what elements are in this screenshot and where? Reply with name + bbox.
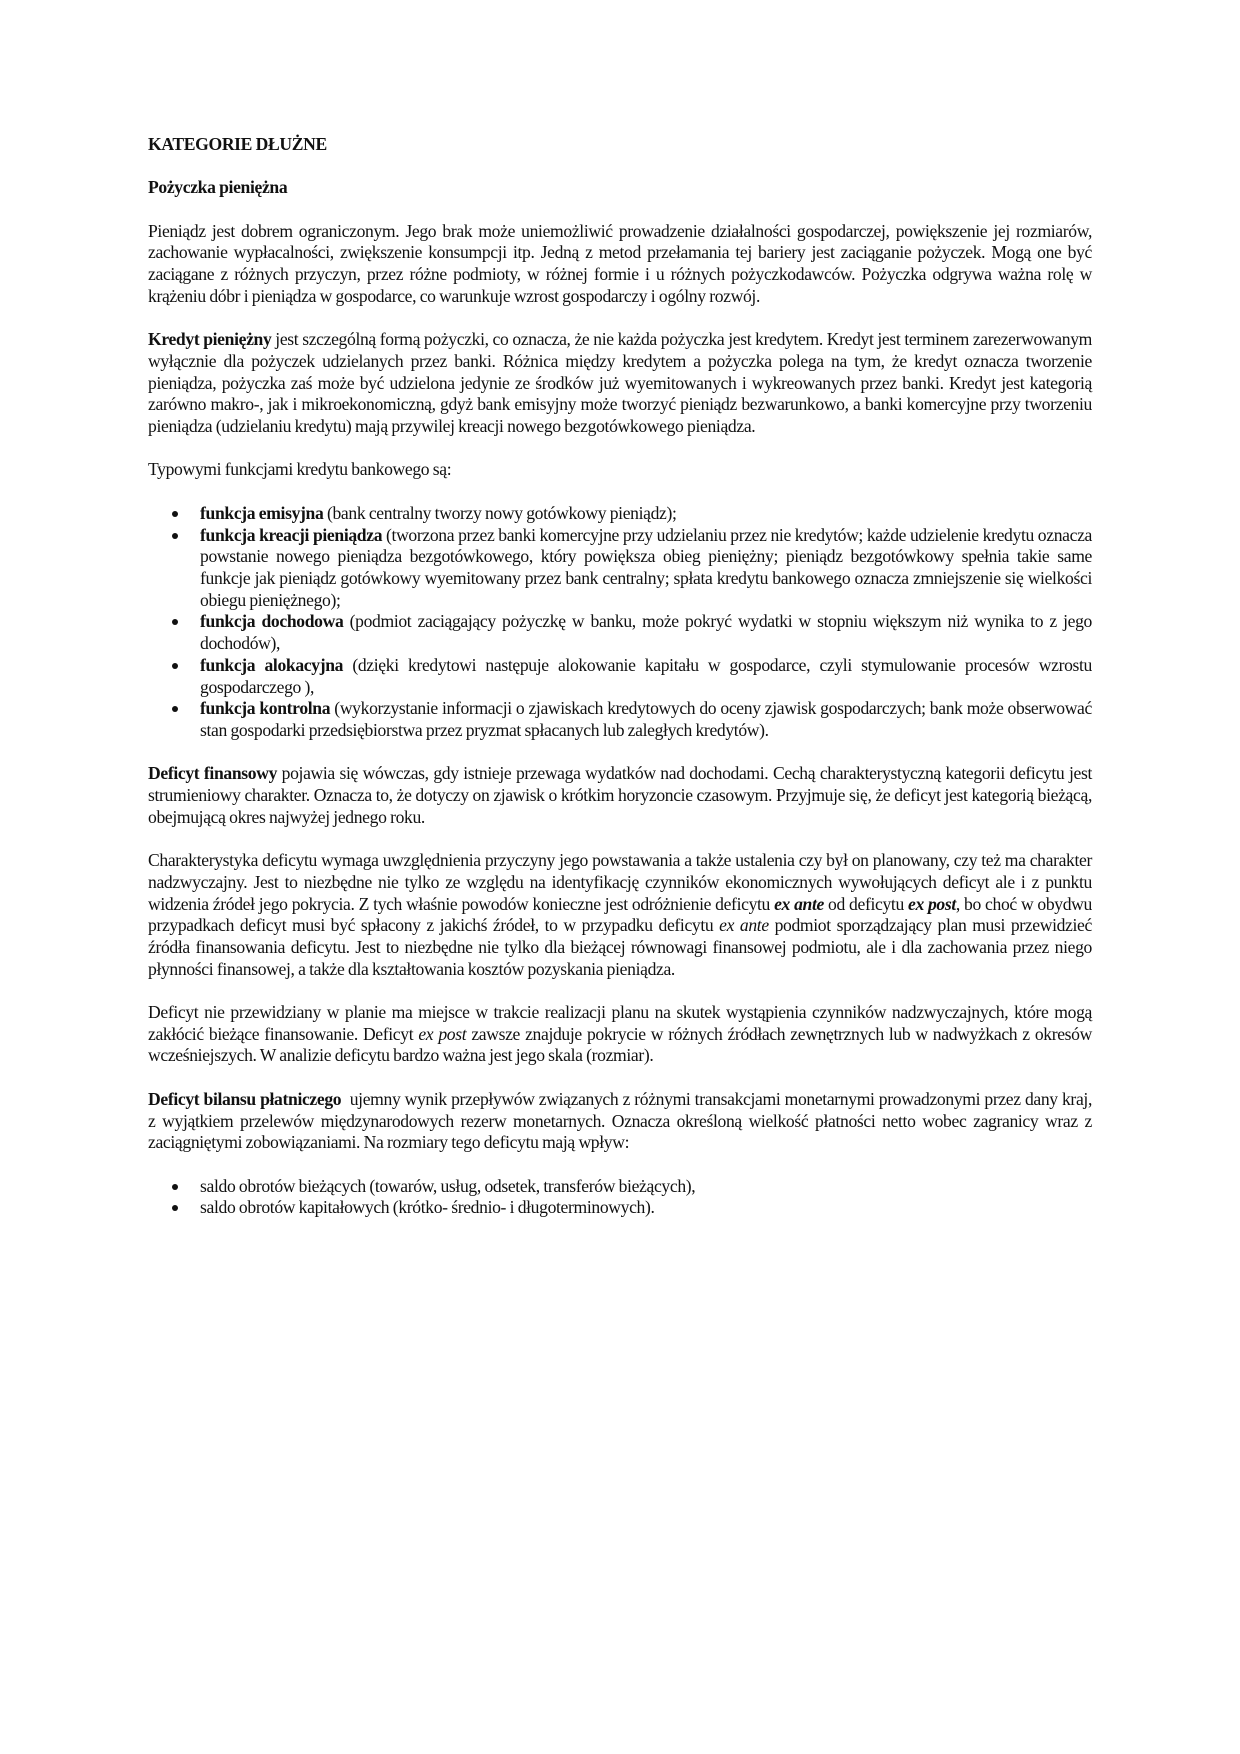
text: (tworzona przez banki komercyjne przy udzielaniu przez nie kredytów; każde udzielenie kredytu oznacza powstanie nowego pieniądza bezgotówkowego, który powiększa obieg pieniężny; pieniądz bezgotówkowy spełnia takie same funkcje jak pieniądz gotówkowy wyemitowany przez bank centralny; spłata kredytu bankowego oznacza zmniejszenie się wielkości obiegu pieniężnego);	[200, 524, 1092, 610]
text: ujemny wynik przepływów związanych z różnymi transakcjami monetarnymi prowadzonymi przez dany kraj, z wyjątkiem przelewów międzynarodowych rezerw monetarnych. Oznacza określoną wielkość płatności netto wobec zagranicy wraz z zaciągniętymi zobowiązaniami. Na rozmiary tego deficytu mają wpływ:	[148, 1088, 1096, 1153]
paragraph-balance-deficit	[148, 1088, 1096, 1154]
text: zawsze znajduje pokrycie w różnych źródłach zewnętrznych lub w nadwyżkach z okresów wcześniejszych. W analizie deficytu bardzo ważna jest jego skala (rozmiar).	[148, 1023, 1092, 1066]
term: Deficyt bilansu płatniczego	[148, 1088, 342, 1109]
list-item: saldo obrotów bieżących (towarów, usług, odsetek, transferów bieżących),	[148, 1176, 1092, 1198]
list-item	[148, 655, 1092, 698]
text: (bank centralny tworzy nowy gotówkowy pieniądz);	[323, 502, 677, 523]
text: (wykorzystanie informacji o zjawiskach kredytowych do oceny zjawisk gospodarczych; bank może obserwować stan gospodarki przedsiębiorstwa przez pryzmat spłacanych lub zaległych kredytów).	[200, 698, 1092, 740]
section-heading: Pożyczka pieniężna	[148, 177, 288, 198]
text: (dzięki kredytowi następuje alokowanie kapitału w gospodarce, czyli stymulowanie procesów wzrostu gospodarczego ),	[200, 654, 1093, 697]
term: funkcja kreacji pieniądza	[200, 524, 383, 545]
text: pojawia się wówczas, gdy istnieje przewaga wydatków nad dochodami. Cechą charakterystyczną kategorii deficytu jest strumieniowy charakter. Oznacza to, że dotyczy on zjawisk o krótkim horyzoncie czasowym. Przyjmuje się, że deficyt jest kategorią bieżącą, obejmującą okres najwyżej jednego roku.	[148, 763, 1092, 827]
document-title: KATEGORIE DŁUŻNE	[148, 134, 327, 154]
text: od deficytu	[823, 893, 908, 914]
emphasis: ex ante	[774, 893, 824, 914]
term: funkcja emisyjna	[200, 502, 324, 523]
paragraph-functions-intro: Typowymi funkcjami kredytu bankowego są:	[148, 459, 452, 480]
list-item: saldo obrotów kapitałowych (krótko- średnio- i długoterminowych).	[148, 1197, 1092, 1219]
text: jest szczególną formą pożyczki, co oznacza, że nie każda pożyczka jest kredytem. Kredyt jest terminem zarezerwowanym wyłącznie dla pożyczek udzielanych przez banki. Różnica między kredytem a pożyczka polega na tym, że kredyt oznacza tworzenie pieniądza, pożyczka zaś może być udzielona jedynie ze środków już wyemitowanych i wykreowanych przez banki. Kredyt jest kategorią zarówno makro-, jak i mikroekonomiczną, gdyż bank emisyjny może tworzyć pieniądz bezwarunkowo, a banki komercyjne przy tworzeniu pieniądza (udzielaniu kredytu) mają przywilej kreacji nowego bezgotówkowego pieniądza.	[148, 329, 1092, 437]
term: funkcja kontrolna	[200, 698, 331, 719]
term: funkcja alokacyjna	[200, 654, 344, 675]
list-item	[148, 525, 1092, 612]
text: Charakterystyka deficytu wymaga uwzględnienia przyczyny jego powstawania a także ustalenia czy był on planowany, czy też ma charakter nadzwyczajny. Jest to niezbędne nie tylko ze względu na identyfikację czynników ekonomicznych wywołujących deficyt ale i z punktu widzenia źródeł jego pokrycia. Z tych właśnie powodów konieczne jest odróżnienie deficytu	[148, 850, 1092, 914]
text: podmiot sporządzający plan musi przewidzieć źródła finansowania deficytu. Jest to niezbędne nie tylko dla bieżącej równowagi finansowej podmiotu, ale i dla zachowania przez niego płynności finansowej, a także dla kształtowania kosztów pozyskania pieniądza.	[148, 915, 1092, 979]
text: Deficyt nie przewidziany w planie ma miejsce w trakcie realizacji planu na skutek wystąpienia czynników nadzwyczajnych, które mogą zakłócić bieżące finansowanie. Deficyt	[148, 1002, 1092, 1044]
functions-list	[148, 503, 1092, 742]
paragraph-credit	[148, 329, 1092, 438]
text: (podmiot zaciągający pożyczkę w banku, może pokryć wydatki w stopniu większym niż wynika to z jego dochodów),	[200, 611, 1092, 654]
term: funkcja dochodowa	[200, 611, 344, 632]
emphasis: ex post	[907, 893, 956, 914]
term: Deficyt finansowy	[148, 763, 278, 784]
paragraph-deficit-characteristics	[148, 850, 1092, 980]
emphasis: ex ante	[719, 915, 769, 936]
list-item	[148, 503, 1092, 525]
paragraph-financial-deficit	[148, 763, 1092, 828]
term: Kredyt pieniężny	[148, 329, 272, 350]
list-item	[148, 698, 1092, 741]
document-page	[148, 134, 1096, 1241]
paragraph-unplanned-deficit	[148, 1002, 1092, 1067]
paragraph-loan: Pieniądz jest dobrem ograniczonym. Jego brak może uniemożliwić prowadzenie działalności gospodarczej, powiększenie jej rozmiarów, zachowanie wypłacalności, zwiększenie konsumpcji itp. Jedną z metod przełamania tej bariery jest zaciąganie pożyczek. Mogą one być zaciągane z różnych przyczyn, przez różne podmioty, w różnej formie i u różnych pożyczkodawców. Pożyczka odgrywa ważna rolę w krążeniu dóbr i pieniądza w gospodarce, co warunkuje wzrost gospodarczy i ogólny rozwój.	[148, 220, 1092, 306]
text: , bo choć w obydwu przypadkach deficyt musi być spłacony z jakichś źródeł, to w przypadku deficytu	[148, 893, 1092, 936]
list-item	[148, 611, 1092, 654]
emphasis: ex post	[418, 1023, 467, 1044]
balance-list	[148, 1176, 1092, 1219]
